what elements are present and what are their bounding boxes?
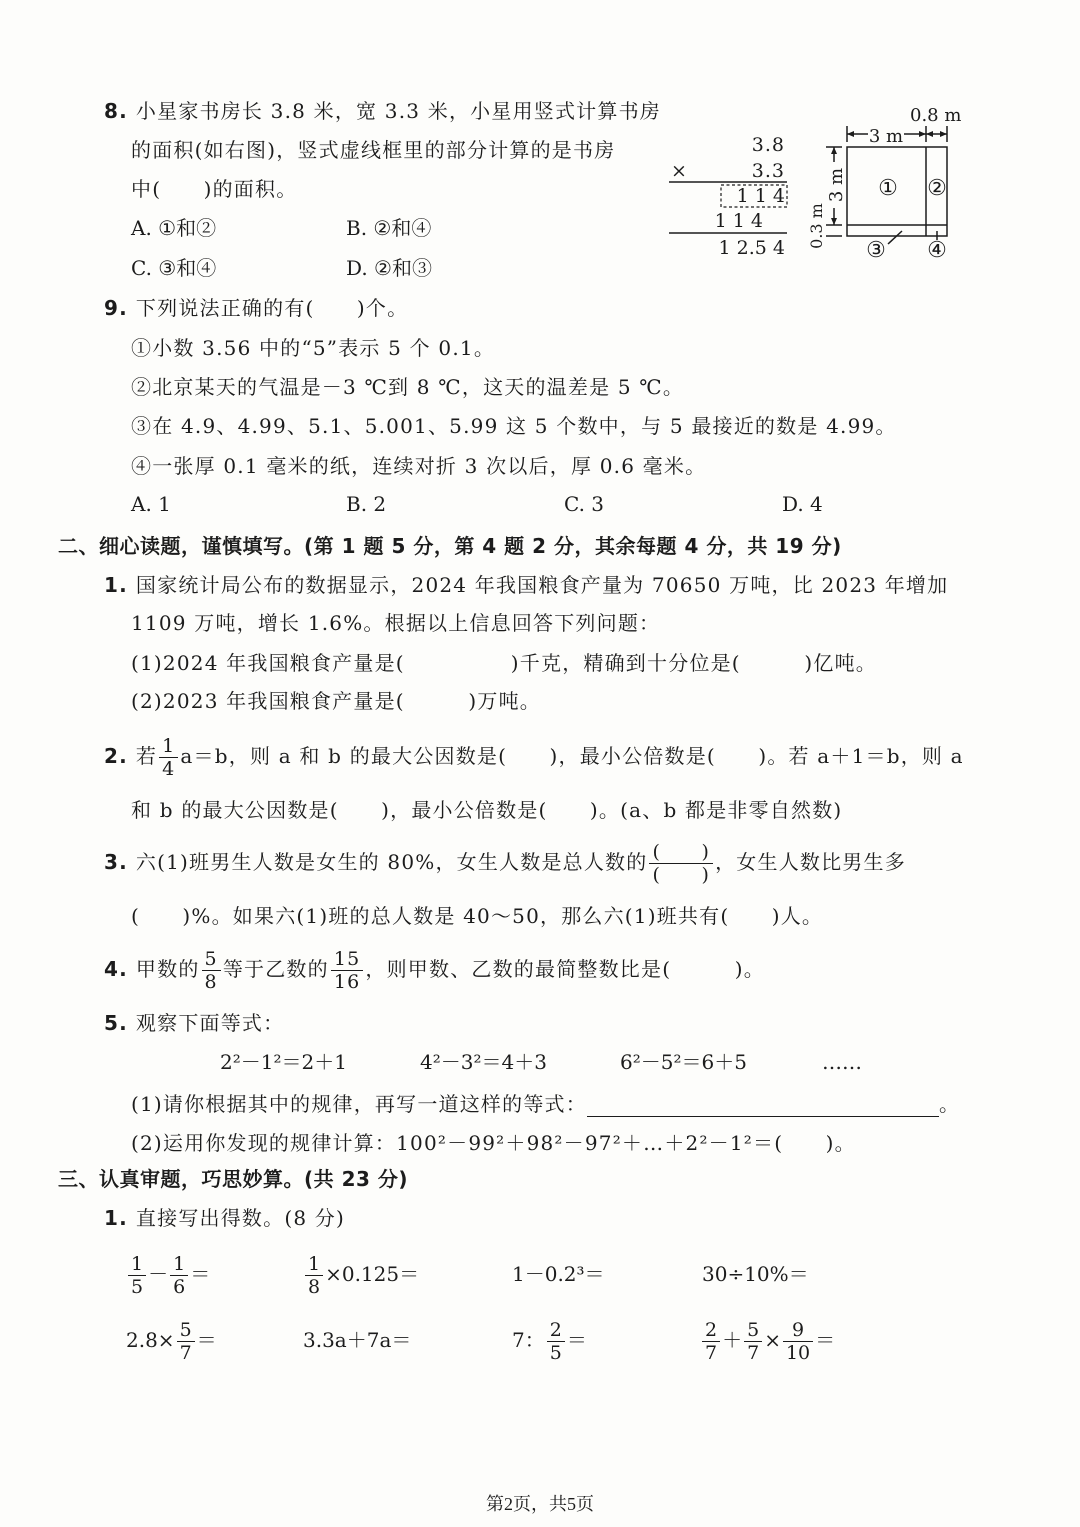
frac-numerator: 5 bbox=[179, 1319, 192, 1341]
s2q4-text-a: 甲数的 bbox=[135, 957, 200, 981]
s2q3-line2: ( )%。如果六(1)班的总人数是 40～50，那么六(1)班共有( )人。 bbox=[131, 904, 824, 928]
s2q4-number: 4. bbox=[104, 957, 128, 981]
operator: － bbox=[148, 1262, 169, 1286]
s2q2-line1 bbox=[104, 728, 964, 784]
expr-5-pre: 2.8× bbox=[126, 1328, 175, 1352]
s2q2-text-b: a＝b，则 a 和 b 的最大公因数是( )，最小公倍数是( )。若 a＋1＝b，则 a bbox=[180, 744, 964, 768]
expr-2-rest: ×0.125＝ bbox=[325, 1262, 420, 1286]
frac-numerator: 2 bbox=[549, 1319, 562, 1341]
expr-4: 30÷10%＝ bbox=[702, 1262, 809, 1286]
q8-line2: 的面积(如右图)，竖式虚线框里的部分计算的是书房 bbox=[131, 138, 616, 162]
frac-denominator: 16 bbox=[331, 970, 364, 993]
calc-row4: 1 1 4 bbox=[714, 210, 763, 232]
section2-title: 二、细心读题，谨慎填写。(第 1 题 5 分，第 4 题 2 分，其余每题 4 分，共 19 分) bbox=[58, 534, 842, 558]
fraction bbox=[744, 1319, 762, 1364]
s2q4-text-c: ，则甲数、乙数的最简整数比是( )。 bbox=[365, 957, 766, 981]
expr-6: 3.3a＋7a＝ bbox=[303, 1328, 412, 1352]
fraction bbox=[702, 1319, 720, 1364]
label-0.3m: 0.3 m bbox=[807, 203, 826, 249]
q9-statement-4: ④一张厚 0.1 毫米的纸，连续对折 3 次以后，厚 0.6 毫米。 bbox=[131, 454, 707, 478]
page-footer: 第2页，共5页 bbox=[486, 1494, 594, 1514]
fraction-5-8 bbox=[202, 948, 221, 993]
s3q1-stem-line bbox=[104, 1205, 345, 1231]
frac-numerator: 1 bbox=[173, 1253, 186, 1275]
expr-5 bbox=[126, 1316, 217, 1364]
frac-denominator: 10 bbox=[783, 1341, 813, 1364]
fraction bbox=[177, 1319, 195, 1364]
frac-numerator: 1 bbox=[308, 1253, 321, 1275]
fraction-1-4 bbox=[159, 735, 178, 780]
blank-numerator: ( ) bbox=[652, 841, 711, 863]
q9-statement-1: ①小数 3.56 中的“5”表示 5 个 0.1。 bbox=[131, 336, 496, 360]
fraction-blank bbox=[649, 841, 713, 886]
s2q1-line4: (2)2023 年我国粮食产量是( )万吨。 bbox=[131, 689, 541, 713]
s2q2-number: 2. bbox=[104, 744, 128, 768]
expr-2 bbox=[303, 1250, 419, 1298]
frac-denominator: 4 bbox=[159, 757, 178, 780]
s2q3-text-b: ，女生人数比男生多 bbox=[715, 850, 906, 874]
s3q1-number: 1. bbox=[104, 1206, 128, 1230]
calc-row3: 1 1 4 bbox=[736, 185, 785, 207]
equals: ＝ bbox=[566, 1328, 587, 1352]
s2q5-number: 5. bbox=[104, 1011, 128, 1035]
region-2: ② bbox=[927, 176, 947, 201]
fraction bbox=[170, 1253, 188, 1298]
frac-denominator: 5 bbox=[547, 1341, 565, 1364]
vertical-multiplication bbox=[665, 128, 795, 260]
q8-option-b: B. ②和④ bbox=[346, 216, 432, 240]
s2q5-part1 bbox=[131, 1091, 960, 1117]
label-3m-height: 3 m bbox=[826, 167, 847, 203]
s2q3-line1 bbox=[104, 834, 906, 890]
frac-denominator: 6 bbox=[170, 1275, 188, 1298]
calc-times: × bbox=[671, 160, 687, 182]
equation-2: 4²－3²＝4＋3 bbox=[420, 1050, 547, 1074]
label-0.8m: 0.8 m bbox=[910, 105, 962, 126]
frac-numerator: 15 bbox=[333, 948, 361, 970]
q8-number: 8. bbox=[104, 99, 128, 123]
frac-numerator: 5 bbox=[747, 1319, 760, 1341]
room-diagram bbox=[798, 100, 974, 266]
fraction bbox=[783, 1319, 813, 1364]
q8-line3: 中( )的面积。 bbox=[131, 177, 298, 201]
equation-3: 6²－5²＝6＋5 bbox=[620, 1050, 747, 1074]
expr-7 bbox=[512, 1316, 587, 1364]
q8-line1 bbox=[104, 98, 661, 124]
q9-option-a: A. 1 bbox=[131, 492, 171, 516]
frac-denominator: 8 bbox=[305, 1275, 323, 1298]
frac-numerator: 1 bbox=[131, 1253, 144, 1275]
fraction bbox=[547, 1319, 565, 1364]
q9-option-c: C. 3 bbox=[564, 492, 605, 516]
frac-denominator: 7 bbox=[702, 1341, 720, 1364]
s2q4-line bbox=[104, 941, 765, 997]
frac-numerator: 2 bbox=[705, 1319, 718, 1341]
operator: × bbox=[764, 1328, 781, 1352]
label-3m-width: 3 m bbox=[868, 126, 904, 147]
expr-3: 1－0.2³＝ bbox=[512, 1262, 605, 1286]
operator: ＋ bbox=[722, 1328, 743, 1352]
fraction bbox=[128, 1253, 146, 1298]
s2q1-text1: 国家统计局公布的数据显示，2024 年我国粮食产量为 70650 万吨，比 2023 年增加 bbox=[135, 573, 949, 597]
s2q2-text-a: 若 bbox=[135, 744, 158, 768]
expr-1 bbox=[126, 1250, 210, 1298]
frac-denominator: 7 bbox=[177, 1341, 195, 1364]
q9-number: 9. bbox=[104, 296, 128, 320]
q9-option-b: B. 2 bbox=[346, 492, 387, 516]
s2q4-text-b: 等于乙数的 bbox=[222, 957, 329, 981]
equation-1: 2²－1²＝2＋1 bbox=[220, 1050, 347, 1074]
equals: ＝ bbox=[190, 1262, 211, 1286]
q8-option-a: A. ①和② bbox=[131, 216, 217, 240]
region-3: ③ bbox=[866, 238, 886, 263]
s2q5-part1-text: (1)请你根据其中的规律，再写一道这样的等式： bbox=[131, 1092, 587, 1116]
s2q5-part2: (2)运用你发现的规律计算：100²－99²＋98²－97²＋…＋2²－1²＝( )。 bbox=[131, 1131, 856, 1155]
q9-stem: 下列说法正确的有( )个。 bbox=[135, 296, 409, 320]
calc-row2: 3.3 bbox=[751, 160, 785, 182]
blank-denominator: ( ) bbox=[649, 863, 713, 886]
expr-7-pre: 7： bbox=[512, 1328, 545, 1352]
s2q5-stem-line bbox=[104, 1010, 284, 1036]
s2q1-line1 bbox=[104, 572, 948, 598]
s3q1-stem: 直接写出得数。(8 分) bbox=[135, 1206, 346, 1230]
frac-denominator: 8 bbox=[202, 970, 221, 993]
answer-line bbox=[587, 1098, 939, 1117]
frac-numerator: 1 bbox=[162, 735, 176, 757]
s2q2-line2: 和 b 的最大公因数是( )，最小公倍数是( )。(a、b 都是非零自然数) bbox=[131, 798, 843, 822]
q8-option-d: D. ②和③ bbox=[346, 256, 432, 280]
s2q5-stem: 观察下面等式： bbox=[135, 1011, 285, 1035]
fraction-15-16 bbox=[331, 948, 364, 993]
s2q1-line3: (1)2024 年我国粮食产量是( )千克，精确到十分位是( )亿吨。 bbox=[131, 651, 877, 675]
s2q5-part1-end: 。 bbox=[938, 1092, 961, 1116]
q9-stem-line bbox=[104, 295, 408, 321]
s2q3-text-a: 六(1)班男生人数是女生的 80%，女生人数是总人数的 bbox=[135, 850, 648, 874]
q9-option-d: D. 4 bbox=[782, 492, 823, 516]
frac-numerator: 5 bbox=[204, 948, 218, 970]
equals: ＝ bbox=[196, 1328, 217, 1352]
section3-title: 三、认真审题，巧思妙算。(共 23 分) bbox=[58, 1167, 409, 1191]
expr-8 bbox=[700, 1316, 835, 1364]
q9-statement-3: ③在 4.9、4.99、5.1、5.001、5.99 这 5 个数中，与 5 最接近的数是 4.99。 bbox=[131, 414, 897, 438]
frac-numerator: 9 bbox=[792, 1319, 805, 1341]
calc-row1: 3.8 bbox=[751, 134, 785, 156]
s2q1-line2: 1109 万吨，增长 1.6%。根据以上信息回答下列问题： bbox=[131, 611, 661, 635]
equation-dots: …… bbox=[822, 1050, 862, 1074]
region-1: ① bbox=[878, 176, 898, 201]
q9-statement-2: ②北京某天的气温是－3 ℃到 8 ℃，这天的温差是 5 ℃。 bbox=[131, 375, 685, 399]
q8-option-c: C. ③和④ bbox=[131, 256, 217, 280]
fraction bbox=[305, 1253, 323, 1298]
frac-denominator: 7 bbox=[744, 1341, 762, 1364]
calc-row5: 1 2.5 4 bbox=[718, 237, 785, 259]
s2q3-number: 3. bbox=[104, 850, 128, 874]
frac-denominator: 5 bbox=[128, 1275, 146, 1298]
region-4: ④ bbox=[927, 238, 947, 263]
q8-text1: 小星家书房长 3.8 米，宽 3.3 米，小星用竖式计算书房 bbox=[135, 99, 661, 123]
equals: ＝ bbox=[815, 1328, 836, 1352]
s2q1-number: 1. bbox=[104, 573, 128, 597]
